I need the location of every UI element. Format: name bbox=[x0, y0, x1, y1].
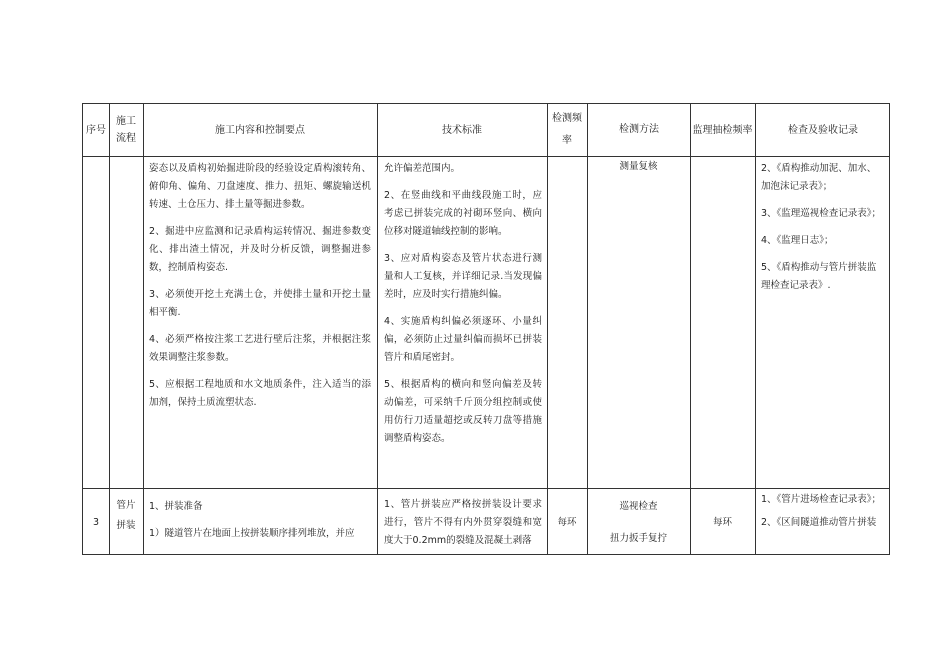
standard-paragraph: 允许偏差范围内。 bbox=[384, 163, 461, 174]
header-content: 施工内容和控制要点 bbox=[215, 124, 305, 136]
grid-line bbox=[547, 104, 548, 554]
row2-process: 管片拼装 bbox=[116, 500, 136, 531]
row2-content bbox=[149, 498, 371, 552]
grid-line bbox=[377, 104, 378, 554]
row2-method-a: 巡视检查 bbox=[619, 501, 658, 512]
header-seq: 序号 bbox=[86, 124, 106, 136]
record-paragraph: 3、《监理巡视检查记录表》； bbox=[761, 208, 882, 219]
row2-method-b: 扭力扳手复拧 bbox=[609, 533, 667, 544]
standard-paragraph: 5、根据盾构的横向和竖向偏差及转动偏差，可采纳千斤顶分组控制或使用仿行刀适量超挖或反转刀盘等措施调整盾构姿态。 bbox=[384, 379, 542, 444]
row1-method: 测量复核 bbox=[619, 161, 658, 172]
header-standard: 技术标准 bbox=[442, 124, 482, 136]
grid-line bbox=[109, 104, 110, 554]
grid-line bbox=[143, 104, 144, 554]
record-paragraph: 2、《区间隧道推动管片拼装 bbox=[761, 517, 877, 528]
row1-standard bbox=[384, 160, 542, 457]
row2-standard: 1、管片拼装应严格按拼装设计要求进行，管片不得有内外贯穿裂缝和宽度大于0.2mm的裂缝及混凝土剥落 bbox=[384, 499, 542, 546]
header-record: 检查及验收记录 bbox=[788, 124, 858, 136]
grid-line bbox=[755, 104, 756, 554]
row2-supervision: 每环 bbox=[712, 517, 732, 528]
inspection-table bbox=[82, 103, 890, 555]
row2-record bbox=[761, 492, 885, 539]
header-freq: 检测频率 bbox=[552, 113, 582, 146]
content-paragraph: 4、必须严格按注浆工艺进行壁后注浆，并根据注浆效果调整注浆参数。 bbox=[149, 334, 371, 363]
header-method: 检测方法 bbox=[619, 124, 659, 135]
content-paragraph: 姿态以及盾构初始掘进阶段的经验设定盾构滚转角、俯仰角、偏角、刀盘速度、推力、扭矩、螺旋输送机转速、土仓压力、排土量等掘进参数。 bbox=[149, 163, 371, 210]
header-process: 施工流程 bbox=[116, 116, 136, 144]
standard-paragraph: 2、在竖曲线和平曲线段施工时，应考虑已拼装完成的衬砌环竖向、横向位移对隧道轴线控制的影响。 bbox=[384, 190, 542, 237]
row2-seq: 3 bbox=[92, 517, 100, 528]
record-paragraph: 5、《盾构推动与管片拼装监理检查记录表》. bbox=[761, 262, 877, 291]
content-paragraph: 1）隧道管片在地面上按拼装顺序排列堆放，并应 bbox=[149, 528, 355, 539]
grid-line bbox=[83, 488, 889, 489]
content-paragraph: 1、拼装准备 bbox=[149, 501, 203, 512]
content-paragraph: 5、应根据工程地质和水文地质条件，注入适当的添加剂，保持土质流塑状态. bbox=[149, 379, 371, 408]
content-paragraph: 3、必须使开挖土充满土仓，并使排土量和开挖土量相平衡. bbox=[149, 289, 371, 318]
record-paragraph: 1、《管片进场检查记录表》； bbox=[761, 494, 882, 505]
grid-line bbox=[690, 104, 691, 554]
content-paragraph: 2、掘进中应监测和记录盾构运转情况、掘进参数变化、排出渣土情况，并及时分析反馈，调整掘进参数，控制盾构姿态. bbox=[149, 226, 371, 273]
record-paragraph: 4、《监理日志》； bbox=[761, 235, 834, 246]
record-paragraph: 2、《盾构推动加泥、加水、加泡沫记录表》； bbox=[761, 163, 877, 192]
row2-freq: 每环 bbox=[557, 517, 577, 528]
row1-content bbox=[149, 160, 371, 421]
header-supervision: 监理抽检频率 bbox=[692, 124, 753, 136]
row1-record bbox=[761, 160, 885, 304]
standard-paragraph: 3、应对盾构姿态及管片状态进行测量和人工复核，并详细记录.当发现偏差时，应及时实行措施纠偏。 bbox=[384, 253, 542, 300]
standard-paragraph: 4、实施盾构纠偏必须逐环、小量纠偏，必须防止过量纠偏而损坏已拼装管片和盾尾密封。 bbox=[384, 316, 542, 363]
grid-line bbox=[83, 156, 889, 157]
